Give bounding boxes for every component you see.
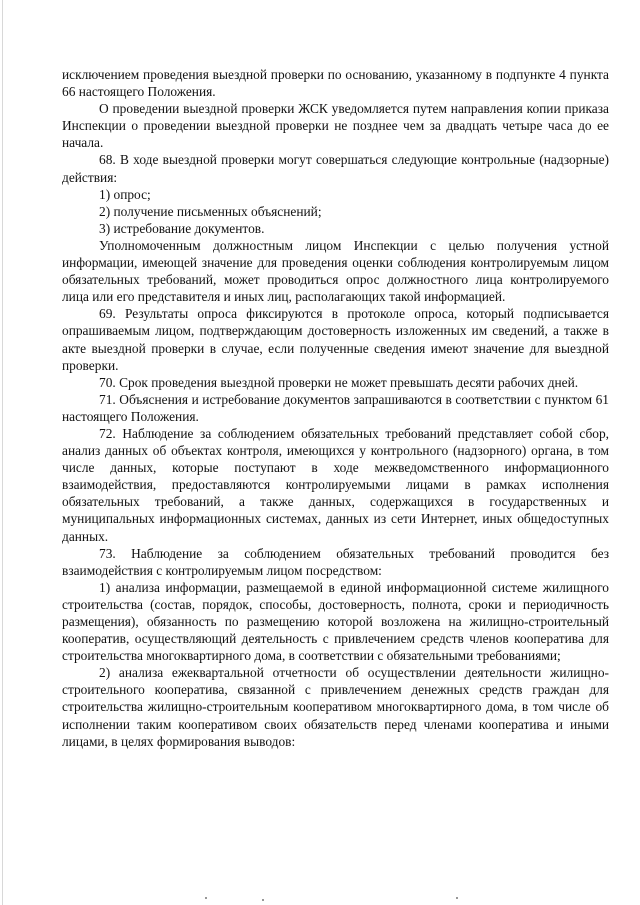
scan-speck: [205, 897, 207, 899]
list-item-written-explanations: 2) получение письменных объяснений;: [99, 203, 322, 219]
paragraph-72: 72. Наблюдение за соблюдением обязательных требований представляет собой сбор, анализ данных об объектах контроля, имеющихся у контрольного (надзорного) органа, в том числе данных, которые поступают в ходе межведомственного информационного взаимодействия, предоставляются контролируемыми лицами в рамках исполнения обязательных требований, а также данных, содержащихся в государственных и муниципальных информационных системах, данных из сети Интернет, иных общедоступных данных.: [62, 425, 609, 544]
paragraph-69: 69. Результаты опроса фиксируются в протоколе опроса, который подписывается опрашиваемым лицом, подтверждающим достоверность изложенных им сведений, а также в акте выездной проверки в случае, если полученные сведения имеют значение для выездной проверки.: [62, 306, 609, 373]
paragraph-oral-survey: Уполномоченным должностным лицом Инспекции с целью получения устной информации, имеющей значение для проведения оценки соблюдения контролируемым лицом обязательных требований, может проводиться опрос должностного лица контролируемого лица или его представителя и иных лиц, располагающих такой информацией.: [62, 237, 609, 305]
list-item-survey: 1) опрос;: [99, 186, 151, 202]
paragraph-notification: О проведении выездной проверки ЖСК уведомляется путем направления копии приказа Инспекции о проведении выездной проверки не позднее чем за двадцать четыре часа до ее начала.: [62, 101, 609, 151]
scan-speck: [456, 897, 458, 899]
document-page: [62, 66, 609, 750]
list-item-info-analysis: 1) анализа информации, размещаемой в единой информационной системе жилищного строительства (состав, порядок, способы, достоверность, полнота, сроки и периодичность размещения), обязанность по размещению которой возложена на жилищно-строительный кооператив, осуществляющий деятельность с привлечением средств членов кооператива для строительства многоквартирного дома, в соответствии с обязательными требованиями;: [62, 579, 609, 664]
paragraph-continuation: исключением проведения выездной проверки по основанию, указанному в подпункте 4 пункта 66 настоящего Положения.: [62, 67, 609, 100]
scan-speck: [262, 899, 264, 901]
paragraph-70: 70. Срок проведения выездной проверки не может превышать десяти рабочих дней.: [99, 374, 579, 390]
paragraph-68: 68. В ходе выездной проверки могут совершаться следующие контрольные (надзорные) действия:: [62, 152, 609, 185]
paragraph-73: 73. Наблюдение за соблюдением обязательных требований проводится без взаимодействия с контролируемым лицом посредством:: [62, 545, 609, 578]
scan-edge: [2, 0, 3, 905]
list-item-document-request: 3) истребование документов.: [99, 220, 265, 236]
list-item-quarterly-report: 2) анализа ежеквартальной отчетности об осуществлении деятельности жилищно-строительного кооператива, связанной с привлечением денежных средств граждан для строительства жилищно-строительным кооперативом многоквартирного дома, в том числе об исполнении таким кооперативом своих обязательств перед членами кооператива и иными лицами, в целях формирования выводов:: [62, 665, 609, 749]
paragraph-71: 71. Объяснения и истребование документов запрашиваются в соответствии с пунктом 61 настоящего Положения.: [62, 391, 609, 424]
